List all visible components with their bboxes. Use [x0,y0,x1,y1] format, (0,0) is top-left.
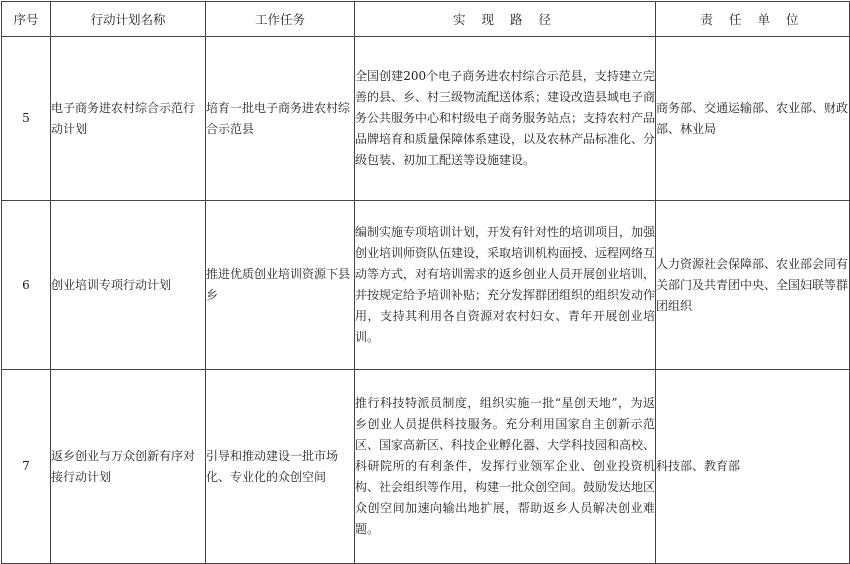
header-no: 序号 [2,2,51,37]
responsible-units: 人力资源社会保障部、农业部会同有关部门及共青团中央、全国妇联等群团组织 [656,201,850,370]
row-number: 7 [2,370,51,564]
row-number: 6 [2,201,51,370]
work-task: 推进优质创业培训资源下县乡 [206,201,355,370]
plan-name: 创业培训专项行动计划 [51,201,206,370]
work-task: 培育一批电子商务进农村综合示范县 [206,37,355,201]
implementation-path: 全国创建200个电子商务进农村综合示范县，支持建立完善的县、乡、村三级物流配送体系；建设改造县域电子商务公共服务中心和村级电子商务服务站点；支持农村产品品牌培育和质量保障体系建设，以及农林产品标准化、分级包装、初加工配送等设施建设。 [355,37,656,201]
header-plan-name: 行动计划名称 [51,2,206,37]
responsible-units: 科技部、教育部 [656,370,850,564]
table-row [2,201,850,370]
implementation-path: 推行科技特派员制度，组织实施一批“星创天地”，为返乡创业人员提供科技服务。充分利用国家自主创新示范区、国家高新区、科技企业孵化器、大学科技园和高校、科研院所的有利条件，发挥行业领军企业、创业投资机构、社会组织等作用，构建一批众创空间。鼓励发达地区众创空间加速向输出地扩展，帮助返乡人员解决创业难题。 [355,370,656,564]
responsible-units: 商务部、交通运输部、农业部、财政部、林业局 [656,37,850,201]
header-task: 工作任务 [206,2,355,37]
implementation-path: 编制实施专项培训计划，开发有针对性的培训项目，加强创业培训师资队伍建设，采取培训机构面授、远程网络互动等方式，对有培训需求的返乡创业人员开展创业培训，并按规定给予培训补贴；充分发挥群团组织的组织发动作用，支持其利用各自资源对农村妇女、青年开展创业培训。 [355,201,656,370]
plan-name: 电子商务进农村综合示范行动计划 [51,37,206,201]
table-row [2,370,850,564]
work-task: 引导和推动建设一批市场化、专业化的众创空间 [206,370,355,564]
header-unit: 责 任 单 位 [656,2,850,37]
action-plan-table [1,1,850,564]
plan-name: 返乡创业与万众创新有序对接行动计划 [51,370,206,564]
row-number: 5 [2,37,51,201]
table-header-row [2,2,850,37]
table-row [2,37,850,201]
header-path: 实 现 路 径 [355,2,656,37]
